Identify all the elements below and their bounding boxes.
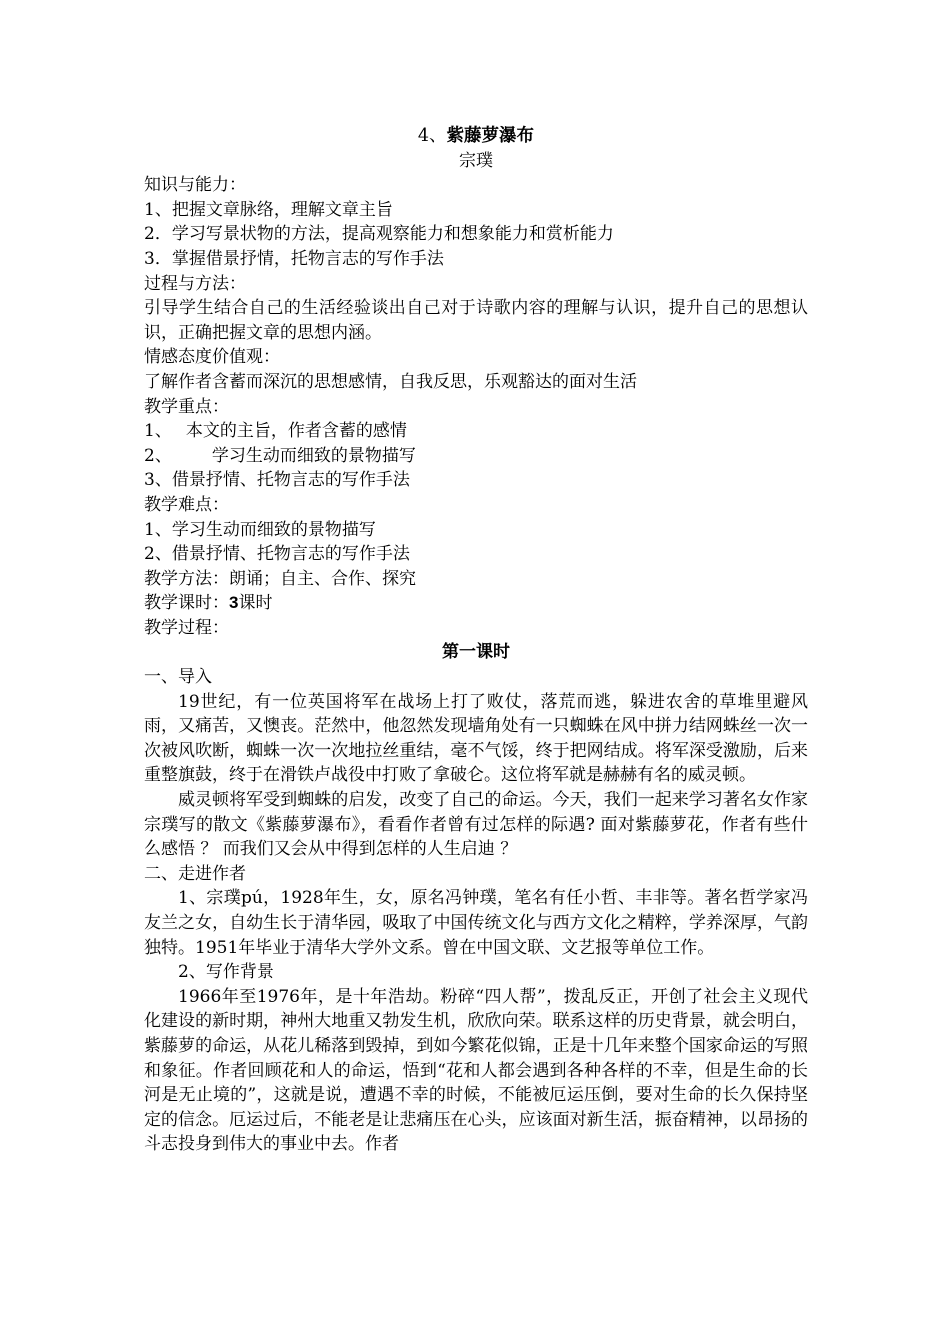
emotion-text: 了解作者含蓄而深沉的思想感情，自我反思，乐观豁达的面对生活 — [144, 371, 637, 392]
author-name: 宗璞 — [459, 150, 493, 171]
hours-unit: 课时 — [238, 593, 273, 614]
key-point-2 — [144, 444, 808, 469]
background-heading: 2、写作背景 — [178, 962, 274, 983]
key-point-2-text: 学习生动而细致的景物描写 — [211, 445, 416, 466]
knowledge-item-3: 3．掌握借景抒情，托物言志的写作手法 — [144, 248, 444, 269]
key-point-1 — [144, 419, 808, 444]
lesson-title-text: 紫藤萝瀑布 — [446, 126, 535, 146]
lesson-title — [144, 124, 808, 149]
hours-value: 3 — [229, 593, 239, 613]
difficulties-heading: 教学难点： — [144, 494, 229, 515]
intro-heading: 一、导入 — [144, 667, 212, 688]
intro-paragraph-1: 19世纪，有一位英国将军在战场上打了败仗，落荒而逃，躲进农舍的草堆里避风雨，又痛苦，又懊丧。茫然中，他忽然发现墙角处有一只蜘蛛在风中拼力结网蛛丝一次一次被风吹断，蜘蛛一次一次地拉丝重结，毫不气馁，终于把网结成。将军深受激励，后来重整旗鼓，终于在滑铁卢战役中打败了拿破仑。这位将军就是赫赫有名的威灵顿。 — [144, 691, 808, 786]
key-points-heading: 教学重点： — [144, 396, 229, 417]
author-paragraph: 1、宗璞pú，1928年生，女，原名冯钟璞，笔名有任小哲、丰非等。著名哲学家冯友兰之女，自幼生长于清华园，吸取了中国传统文化与西方文化之精粹，学养深厚，气韵独特。1951年毕业于清华大学外文系。曾在中国文联、文艺报等单位工作。 — [144, 888, 808, 958]
first-lesson-title: 第一课时 — [442, 642, 510, 663]
document-body — [144, 124, 808, 1157]
difficulty-2: 2、借景抒情、托物言志的写作手法 — [144, 544, 410, 565]
intro-paragraph-2: 威灵顿将军受到蜘蛛的启发，改变了自己的命运。今天，我们一起来学习著名女作家宗璞写的散文《紫藤萝瀑布》，看看作者曾有过怎样的际遇? 面对紫藤萝花，作者有些什么感悟 ？ 而我们又会从中得到怎样的人生启迪 ？ — [144, 790, 808, 860]
emotion-heading: 情感态度价值观： — [144, 347, 280, 368]
teaching-hours — [144, 591, 808, 616]
teaching-process-label: 教学过程： — [144, 617, 229, 638]
knowledge-heading: 知识与能力： — [144, 175, 246, 196]
teaching-methods: 教学方法：朗诵；自主、合作、探究 — [144, 568, 416, 589]
process-heading: 过程与方法： — [144, 273, 246, 294]
process-text: 引导学生结合自己的生活经验谈出自己对于诗歌内容的理解与认识，提升自己的思想认识，正确把握文章的思想内涵。 — [144, 298, 808, 343]
author-section-heading: 二、走进作者 — [144, 863, 246, 884]
knowledge-item-1: 1、把握文章脉络，理解文章主旨 — [144, 199, 393, 220]
lesson-number: 4、 — [417, 126, 447, 146]
background-paragraph: 1966年至1976年，是十年浩劫。粉碎“四人帮”，拨乱反正，开创了社会主义现代化建设的新时期，神州大地重又勃发生机，欣欣向荣。联系这样的历史背景，就会明白，紫藤萝的命运，从花儿稀落到毁掉，到如今繁花似锦，正是十几年来整个国家命运的写照和象征。作者回顾花和人的命运，悟到“花和人都会遇到各种各样的不幸，但是生命的长河是无止境的”，这就是说，遭遇不幸的时候，不能被厄运压倒，要对生命的长久保持坚定的信念。厄运过后，不能老是让悲痛压在心头，应该面对新生活，振奋精神，以昂扬的斗志投身到伟大的事业中去。作者 — [144, 986, 808, 1155]
key-point-1-number: 1、 — [144, 421, 172, 442]
knowledge-item-2: 2．学习写景状物的方法，提高观察能力和想象能力和赏析能力 — [144, 224, 614, 245]
hours-label: 教学课时： — [144, 593, 229, 614]
key-point-1-text: 本文的主旨，作者含蓄的感情 — [185, 421, 407, 442]
key-point-2-number: 2、 — [144, 445, 172, 466]
key-point-3: 3、借景抒情、托物言志的写作手法 — [144, 470, 410, 491]
difficulty-1: 1、学习生动而细致的景物描写 — [144, 519, 376, 540]
